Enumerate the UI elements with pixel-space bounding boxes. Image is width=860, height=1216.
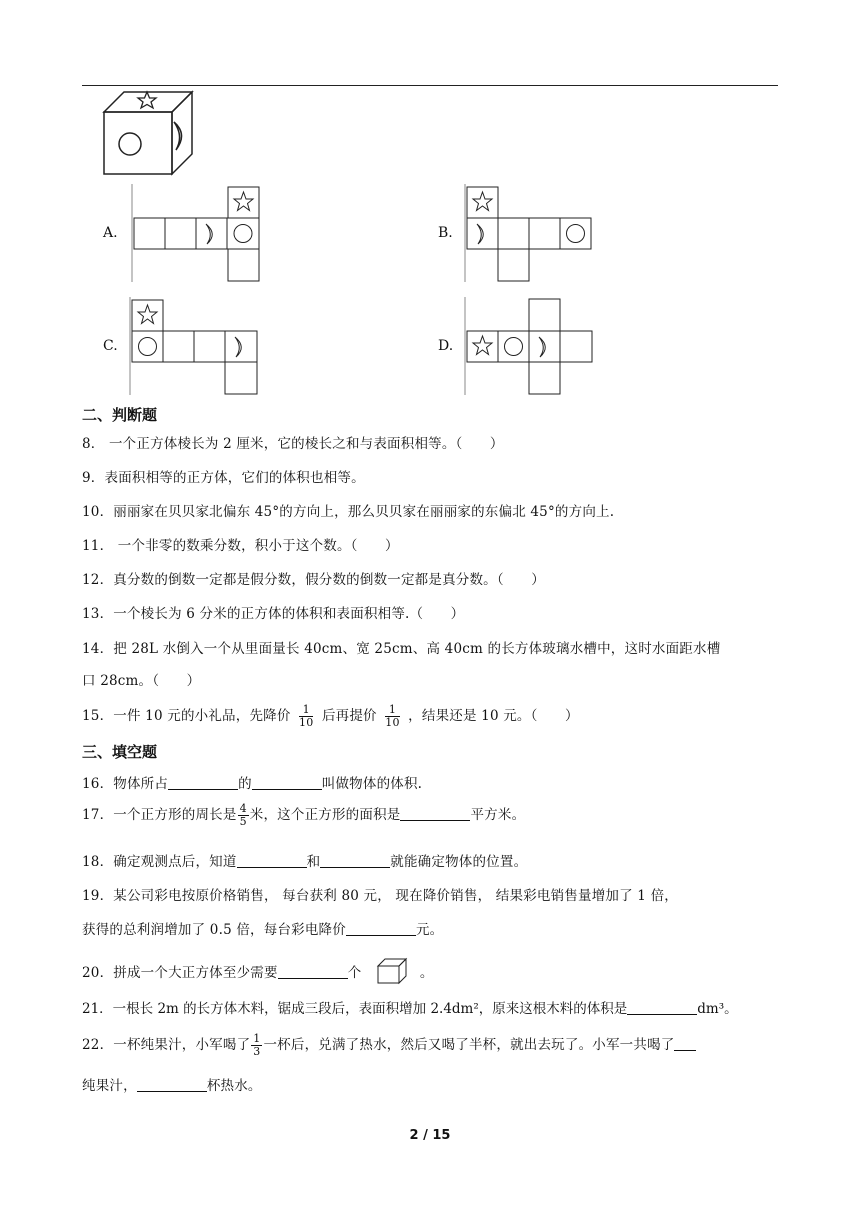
question-22-line1: 22．一杯纯果汁，小军喝了 $\frac{1}{3}$ 一杯后，兑满了热水，然后又喝了半杯，就出去玩了。小军一共喝了 [82,1033,696,1058]
answer-blank[interactable] [252,775,322,790]
circle-icon [567,225,585,243]
question-19-line2: 获得的总利润增加了 0.5 倍，每台彩电降价 元。 [82,922,444,938]
question-14-line2: 口 28cm。（ ） [82,673,201,689]
question-12: 12．真分数的倒数一定都是假分数，假分数的倒数一定都是真分数。（ ） [82,572,545,588]
moon-icon [477,224,483,244]
question-15: 15．一件 10 元的小礼品，先降价 $\frac{1}{10}$ 后再提价 $\frac{1}{10}$ ，结果还是 10 元。（ ） [82,703,579,729]
question-16: 16．物体所占 的 叫做物体的体积. [82,776,423,792]
answer-blank[interactable] [674,1036,696,1051]
small-cube-icon [376,957,410,985]
circle-icon [139,338,157,356]
fraction: $\frac{4}{5}$ [239,802,247,828]
answer-blank[interactable] [627,1000,697,1015]
net-c [128,297,268,395]
question-10: 10．丽丽家在贝贝家北偏东 45°的方向上，那么贝贝家在丽丽家的东偏北 45°的方向上. [82,504,615,520]
moon-icon [174,122,182,150]
fraction: $\frac{1}{10}$ [299,703,314,729]
star-icon [138,92,156,108]
section-judge-title: 二、判断题 [82,406,158,424]
question-20: 20．拼成一个大正方体至少需要 个 。 [82,957,434,985]
question-22-line2: 纯果汁， 杯热水。 [82,1078,262,1094]
net-b [463,184,603,282]
fraction: $\frac{1}{3}$ [253,1032,261,1058]
option-c-label: C. [103,338,118,354]
page-number: 2 / 15 [409,1128,451,1143]
answer-blank[interactable] [137,1077,207,1092]
star-icon [473,192,492,211]
question-14-line1: 14．把 28L 水倒入一个从里面量长 40cm、宽 25cm、高 40cm 的长方体玻璃水槽中，这时水面距水槽 [82,641,721,657]
question-8: 8． 一个正方体棱长为 2 厘米，它的棱长之和与表面积相等。（ ） [82,436,504,452]
answer-blank[interactable] [400,806,470,821]
answer-blank[interactable] [320,853,390,868]
answer-blank[interactable] [168,775,238,790]
question-18: 18．确定观测点后，知道 和 就能确定物体的位置。 [82,854,528,870]
circle-icon [119,133,141,155]
option-b-label: B. [438,225,453,241]
option-d-label: D. [438,338,454,354]
question-11: 11． 一个非零的数乘分数，积小于这个数。（ ） [82,538,399,554]
question-19-line1: 19．某公司彩电按原价格销售， 每台获利 80 元， 现在降价销售， 结果彩电销售量增加了 1 倍， [82,888,678,904]
cube-figure [100,88,200,178]
moon-icon [206,224,212,244]
answer-blank[interactable] [346,921,416,936]
star-icon [234,192,253,211]
question-21: 21．一根长 2m 的长方体木料，锯成三段后，表面积增加 2.4dm²，原来这根木料的体积是 dm³。 [82,1001,738,1017]
answer-blank[interactable] [278,964,348,979]
answer-blank[interactable] [237,853,307,868]
fraction: $\frac{1}{10}$ [385,703,400,729]
question-9: 9．表面积相等的正方体，它们的体积也相等。 [82,470,365,486]
moon-icon [235,337,241,357]
star-icon [473,336,492,355]
header-rule [82,85,778,86]
question-17: 17．一个正方形的周长是 $\frac{4}{5}$ 米，这个正方形的面积是 平方米。 [82,802,526,828]
option-a-label: A. [103,225,118,241]
circle-icon [234,225,252,243]
circle-icon [505,338,523,356]
net-a [128,184,268,282]
section-fill-title: 三、填空题 [82,743,158,761]
question-13: 13．一个棱长为 6 分米的正方体的体积和表面积相等.（ ） [82,606,465,622]
moon-icon [539,337,545,357]
net-d [463,297,603,395]
star-icon [138,305,157,324]
